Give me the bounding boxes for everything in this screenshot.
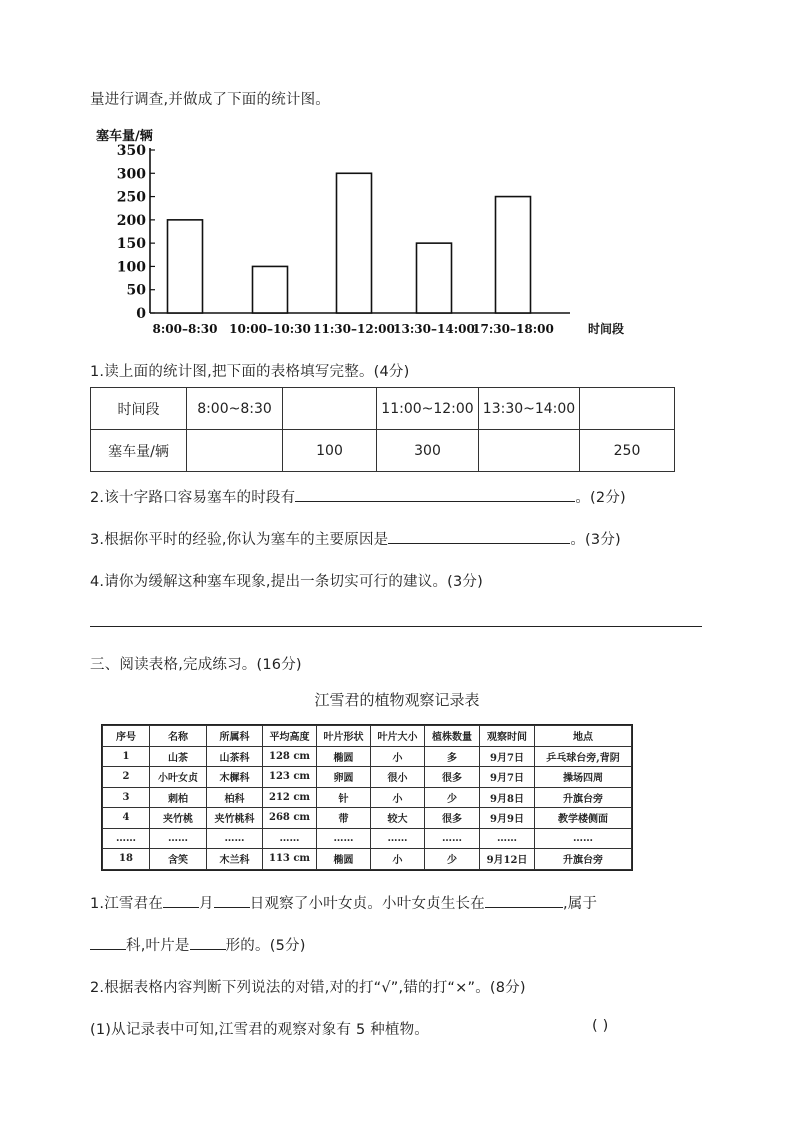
chart-ylabel: 塞车量/辆 [96, 129, 153, 144]
s3q1-text-c: 日观察了小叶女贞。小叶女贞生长在 [249, 896, 485, 912]
table-cell: 很多 [425, 808, 480, 829]
header-cell: 叶片大小 [371, 726, 425, 747]
header-cell: 所属科 [207, 726, 263, 747]
x-tick-label: 10:00–10:30 [229, 322, 311, 336]
x-tick-label: 11:30–12:00 [313, 322, 395, 336]
x-labels [153, 322, 554, 336]
table-cell: 小 [371, 746, 425, 767]
y-tick-label: 250 [116, 189, 146, 206]
table-cell[interactable] [580, 388, 675, 430]
question-2 [90, 486, 626, 507]
table-cell: 300 [377, 430, 479, 472]
header-cell: 名称 [150, 726, 207, 747]
family-blank[interactable] [90, 935, 126, 950]
header-cell: 序号 [103, 726, 150, 747]
y-tick-label: 100 [116, 259, 146, 276]
y-tick-label: 150 [116, 236, 146, 253]
table-cell: 木兰科 [207, 849, 263, 870]
table-cell: 少 [425, 849, 480, 870]
table-row [103, 808, 632, 829]
table-cell: …… [317, 828, 371, 849]
day-blank[interactable] [214, 893, 250, 908]
bars [168, 173, 531, 313]
s3q1-text-b: 月 [199, 896, 214, 912]
s3q1-text-e: 科,叶片是 [126, 938, 190, 954]
x-tick-label: 13:30–14:00 [393, 322, 475, 336]
table-cell: 刺柏 [150, 787, 207, 808]
table-cell: 9月7日 [480, 746, 535, 767]
table-cell: 山茶科 [207, 746, 263, 767]
table-cell: 塞车量/辆 [91, 430, 187, 472]
plant-record-table-frame [101, 724, 633, 871]
table-cell[interactable] [283, 388, 377, 430]
table-row [91, 430, 675, 472]
header-cell: 观察时间 [480, 726, 535, 747]
table-cell: 小叶女贞 [150, 767, 207, 788]
table-cell: 212 cm [263, 787, 317, 808]
header-cell: 地点 [535, 726, 632, 747]
table-cell: 较大 [371, 808, 425, 829]
table-cell: 113 cm [263, 849, 317, 870]
table-cell: 木樨科 [207, 767, 263, 788]
table-cell: 9月8日 [480, 787, 535, 808]
table-cell: 时间段 [91, 388, 187, 430]
header-cell: 叶片形状 [317, 726, 371, 747]
x-tick-label: 17:30–18:00 [472, 322, 554, 336]
table-cell: 带 [317, 808, 371, 829]
traffic-bar-chart [90, 118, 650, 340]
s3-question-2: 2.根据表格内容判断下列说法的对错,对的打“√”,错的打“×”。(8分) [90, 980, 526, 996]
location-blank[interactable] [485, 893, 563, 908]
question-3-score: 。(3分) [570, 532, 621, 548]
bar [253, 266, 288, 313]
table-cell: …… [535, 828, 632, 849]
table-cell: 9月7日 [480, 767, 535, 788]
table-cell: 小 [371, 787, 425, 808]
table-cell: …… [150, 828, 207, 849]
s3-question-1-line-2 [90, 934, 306, 955]
table-row [103, 828, 632, 849]
table-row [103, 746, 632, 767]
table-cell: 升旗台旁 [535, 787, 632, 808]
table-cell: 操场四周 [535, 767, 632, 788]
table-cell: 11:00~12:00 [377, 388, 479, 430]
plant-record-table [102, 725, 632, 870]
s3q1-text-d: ,属于 [562, 896, 598, 912]
question-3 [90, 528, 621, 549]
table-cell: 针 [317, 787, 371, 808]
table-2-title: 江雪君的植物观察记录表 [314, 691, 480, 709]
bar [496, 197, 531, 313]
x-tick-label: 8:00–8:30 [152, 322, 218, 336]
intro-text: 量进行调查,并做成了下面的统计图。 [90, 92, 331, 108]
table-row [103, 849, 632, 870]
table-cell: 夹竹桃 [150, 808, 207, 829]
table-cell: 13:30~14:00 [479, 388, 580, 430]
table-cell: 多 [425, 746, 480, 767]
table-cell[interactable] [187, 430, 283, 472]
chart-xlabel: 时间段 [588, 322, 625, 336]
question-2-score: 。(2分) [575, 490, 626, 506]
table-cell: 4 [103, 808, 150, 829]
table-cell: 很多 [425, 767, 480, 788]
table-cell: 123 cm [263, 767, 317, 788]
table-cell: …… [263, 828, 317, 849]
table-cell: 268 cm [263, 808, 317, 829]
table-cell: 18 [103, 849, 150, 870]
s3-question-2-item-1: (1)从记录表中可知,江雪君的观察对象有 5 种植物。 [90, 1022, 429, 1038]
table-cell: 很小 [371, 767, 425, 788]
answer-parentheses[interactable]: ( ) [592, 1018, 609, 1034]
answer-blank[interactable] [295, 487, 575, 502]
question-2-text: 2.该十字路口容易塞车的时段有 [90, 490, 296, 506]
y-tick-label: 200 [116, 212, 146, 229]
y-tick-label: 50 [126, 282, 146, 299]
s3q1-text-a: 1.江雪君在 [90, 896, 164, 912]
shape-blank[interactable] [190, 935, 226, 950]
y-tick-label: 0 [136, 306, 146, 322]
table-cell: …… [480, 828, 535, 849]
bar [168, 220, 203, 313]
table-cell[interactable] [479, 430, 580, 472]
header-cell: 植株数量 [425, 726, 480, 747]
question-3-text: 3.根据你平时的经验,你认为塞车的主要原因是 [90, 532, 389, 548]
table-cell: 椭圆 [317, 746, 371, 767]
table-header-row [103, 726, 632, 747]
table-cell: 100 [283, 430, 377, 472]
table-cell: 8:00~8:30 [187, 388, 283, 430]
section-3-heading: 三、阅读表格,完成练习。(16分) [90, 657, 302, 673]
table-cell: 少 [425, 787, 480, 808]
table-cell: 教学楼侧面 [535, 808, 632, 829]
table-cell: 250 [580, 430, 675, 472]
table-cell: 1 [103, 746, 150, 767]
bar [417, 243, 452, 313]
table-cell: 山茶 [150, 746, 207, 767]
table-cell: …… [425, 828, 480, 849]
y-tick-label: 350 [116, 143, 146, 159]
table-cell: 椭圆 [317, 849, 371, 870]
table-cell: 升旗台旁 [535, 849, 632, 870]
table-row [103, 787, 632, 808]
question-1: 1.读上面的统计图,把下面的表格填写完整。(4分) [90, 364, 410, 380]
question-4: 4.请你为缓解这种塞车现象,提出一条切实可行的建议。(3分) [90, 574, 483, 590]
table-cell: 含笑 [150, 849, 207, 870]
y-tick-label: 300 [116, 166, 146, 183]
fill-table [90, 387, 675, 472]
s3q1-text-f: 形的。(5分) [225, 938, 306, 954]
month-blank[interactable] [163, 893, 199, 908]
table-cell: …… [103, 828, 150, 849]
bar [337, 173, 372, 313]
table-row [91, 388, 675, 430]
table-cell: 9月12日 [480, 849, 535, 870]
header-cell: 平均高度 [263, 726, 317, 747]
table-cell: 乒乓球台旁,背阴 [535, 746, 632, 767]
table-cell: …… [371, 828, 425, 849]
table-cell: 小 [371, 849, 425, 870]
table-cell: 3 [103, 787, 150, 808]
table-cell: 卵圆 [317, 767, 371, 788]
table-cell: 9月9日 [480, 808, 535, 829]
table-cell: 夹竹桃科 [207, 808, 263, 829]
table-cell: …… [207, 828, 263, 849]
table-cell: 128 cm [263, 746, 317, 767]
s3-question-1-line-1 [90, 892, 597, 913]
answer-line[interactable] [90, 626, 702, 627]
table-cell: 2 [103, 767, 150, 788]
table-row [103, 767, 632, 788]
answer-blank[interactable] [388, 529, 570, 544]
table-cell: 柏科 [207, 787, 263, 808]
